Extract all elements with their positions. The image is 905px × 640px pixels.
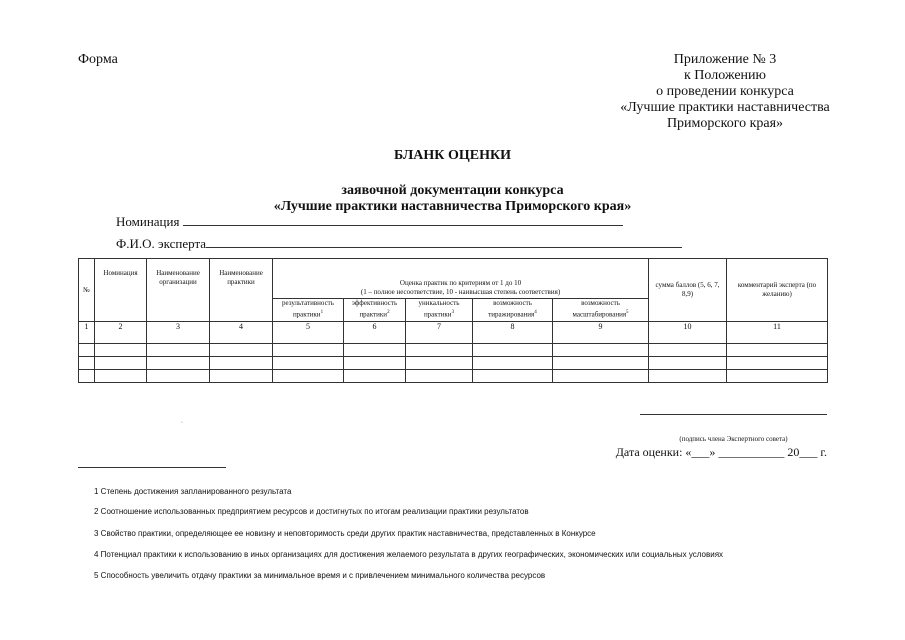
appendix-line: «Лучшие практики наставничества [620, 100, 830, 115]
table-cell[interactable] [473, 357, 553, 370]
table-cell[interactable] [344, 344, 406, 357]
criterion-uniqueness [406, 299, 473, 322]
table-row[interactable] [79, 357, 828, 370]
column-number: 11 [727, 322, 828, 344]
table-cell[interactable] [210, 344, 273, 357]
criterion-replication [473, 299, 553, 322]
evaluation-table [78, 258, 828, 383]
appendix-block [560, 52, 890, 132]
column-number: 4 [210, 322, 273, 344]
table-cell[interactable] [95, 370, 147, 383]
table-row[interactable] [79, 370, 828, 383]
table-cell[interactable] [79, 344, 95, 357]
evaluation-date: Дата оценки: «___» ___________ 20___ г. [615, 445, 827, 459]
footnote-5: 5 Способность увеличить отдачу практики за минимальное время и с привлечением минимального количества ресурсов [94, 571, 546, 580]
table-cell[interactable] [147, 357, 210, 370]
table-cell[interactable] [553, 357, 649, 370]
header-practice: Наименование практики [210, 259, 273, 322]
signature-line[interactable] [640, 414, 827, 415]
column-number: 6 [344, 322, 406, 344]
criterion-label: возможность масштабирования [572, 299, 627, 319]
header-sum: сумма баллов (5, 6, 7, 8,9) [649, 259, 727, 322]
footnote-ref: 3 [451, 310, 455, 315]
criterion-label: результативность практики [282, 299, 334, 319]
table-cell[interactable] [210, 370, 273, 383]
footnote-2: 2 Соотношение использованных предприятием ресурсов и достигнутых по итогам реализации практики результатов [94, 507, 529, 516]
footnote-ref: 1 [320, 310, 324, 315]
table-cell[interactable] [344, 370, 406, 383]
table-cell[interactable] [210, 357, 273, 370]
table-cell[interactable] [273, 370, 344, 383]
footnote-1: 1 Степень достижения запланированного результата [94, 487, 292, 496]
form-subtitle [0, 183, 905, 215]
criterion-efficiency [344, 299, 406, 322]
column-number: 2 [95, 322, 147, 344]
criteria-scale: (1 – полное несоответствие, 10 - наивысшая степень соответствия) [360, 288, 561, 296]
table-cell[interactable] [79, 370, 95, 383]
criterion-label: эффективность практики [351, 299, 398, 319]
footnote-3: 3 Свойство практики, определяющее ее новизну и неповторимость среди других практик наставничества, представленных в Конкурсе [94, 529, 596, 538]
nomination-label: Номинация [116, 214, 180, 229]
table-cell[interactable] [95, 357, 147, 370]
nomination-field[interactable] [116, 214, 623, 230]
expert-field[interactable] [116, 236, 682, 252]
table-cell[interactable] [95, 344, 147, 357]
header-organization: Наименование организации [147, 259, 210, 322]
subtitle-line-2: «Лучшие практики наставничества Приморского края» [273, 199, 632, 214]
criteria-title: Оценка практик по критериям от 1 до 10 [399, 279, 522, 287]
appendix-line: о проведении конкурса [656, 84, 794, 99]
table-cell[interactable] [649, 357, 727, 370]
footnote-4: 4 Потенциал практики к использованию в иных организациях для достижения желаемого результата в других географических, экономических или социальных условиях [94, 550, 724, 559]
column-number: 5 [273, 322, 344, 344]
table-cell[interactable] [473, 344, 553, 357]
table-cell[interactable] [406, 370, 473, 383]
table-cell[interactable] [273, 344, 344, 357]
signature-caption: (подпись члена Экспертного совета) [679, 435, 788, 443]
footnote-ref: 5 [626, 310, 629, 315]
criterion-label: возможность тиражирования [488, 299, 535, 319]
header-num: № [79, 259, 95, 322]
header-criteria [273, 259, 649, 299]
table-cell[interactable] [473, 370, 553, 383]
footnote-ref: 2 [387, 310, 390, 315]
header-nomination: Номинация [95, 259, 147, 322]
column-number: 9 [553, 322, 649, 344]
table-cell[interactable] [344, 357, 406, 370]
header-row [79, 259, 828, 299]
table-cell[interactable] [649, 344, 727, 357]
header-comment: комментарий эксперта (по желанию) [727, 259, 828, 322]
appendix-line: к Положению [683, 68, 766, 83]
table-cell[interactable] [79, 357, 95, 370]
table-cell[interactable] [406, 357, 473, 370]
subtitle-line-1: заявочной документации конкурса [341, 183, 564, 198]
column-number-row [79, 322, 828, 344]
criterion-scaling [553, 299, 649, 322]
appendix-line: Приложение № 3 [673, 52, 777, 67]
table-row[interactable] [79, 344, 828, 357]
column-number: 1 [79, 322, 95, 344]
table-cell[interactable] [727, 357, 828, 370]
criterion-effectiveness-result [273, 299, 344, 322]
table-cell[interactable] [649, 370, 727, 383]
column-number: 3 [147, 322, 210, 344]
table-cell[interactable] [727, 370, 828, 383]
nomination-input-line[interactable] [183, 215, 623, 226]
table-cell[interactable] [147, 344, 210, 357]
table-cell[interactable] [553, 344, 649, 357]
column-number: 7 [406, 322, 473, 344]
table-cell[interactable] [273, 357, 344, 370]
table-cell[interactable] [727, 344, 828, 357]
table-cell[interactable] [147, 370, 210, 383]
footnote-ref: 4 [534, 310, 537, 315]
table-cell[interactable] [553, 370, 649, 383]
footnote-separator [78, 467, 226, 468]
appendix-line: Приморского края» [666, 116, 784, 131]
column-number: 8 [473, 322, 553, 344]
form-label: Форма [78, 52, 118, 67]
expert-input-line[interactable] [206, 237, 682, 248]
table-cell[interactable] [406, 344, 473, 357]
criterion-label: уникальность практики [418, 299, 460, 319]
form-title: БЛАНК ОЦЕНКИ [393, 148, 512, 163]
expert-label: Ф.И.О. эксперта [116, 236, 207, 251]
scan-dot: · [181, 420, 183, 426]
column-number: 10 [649, 322, 727, 344]
